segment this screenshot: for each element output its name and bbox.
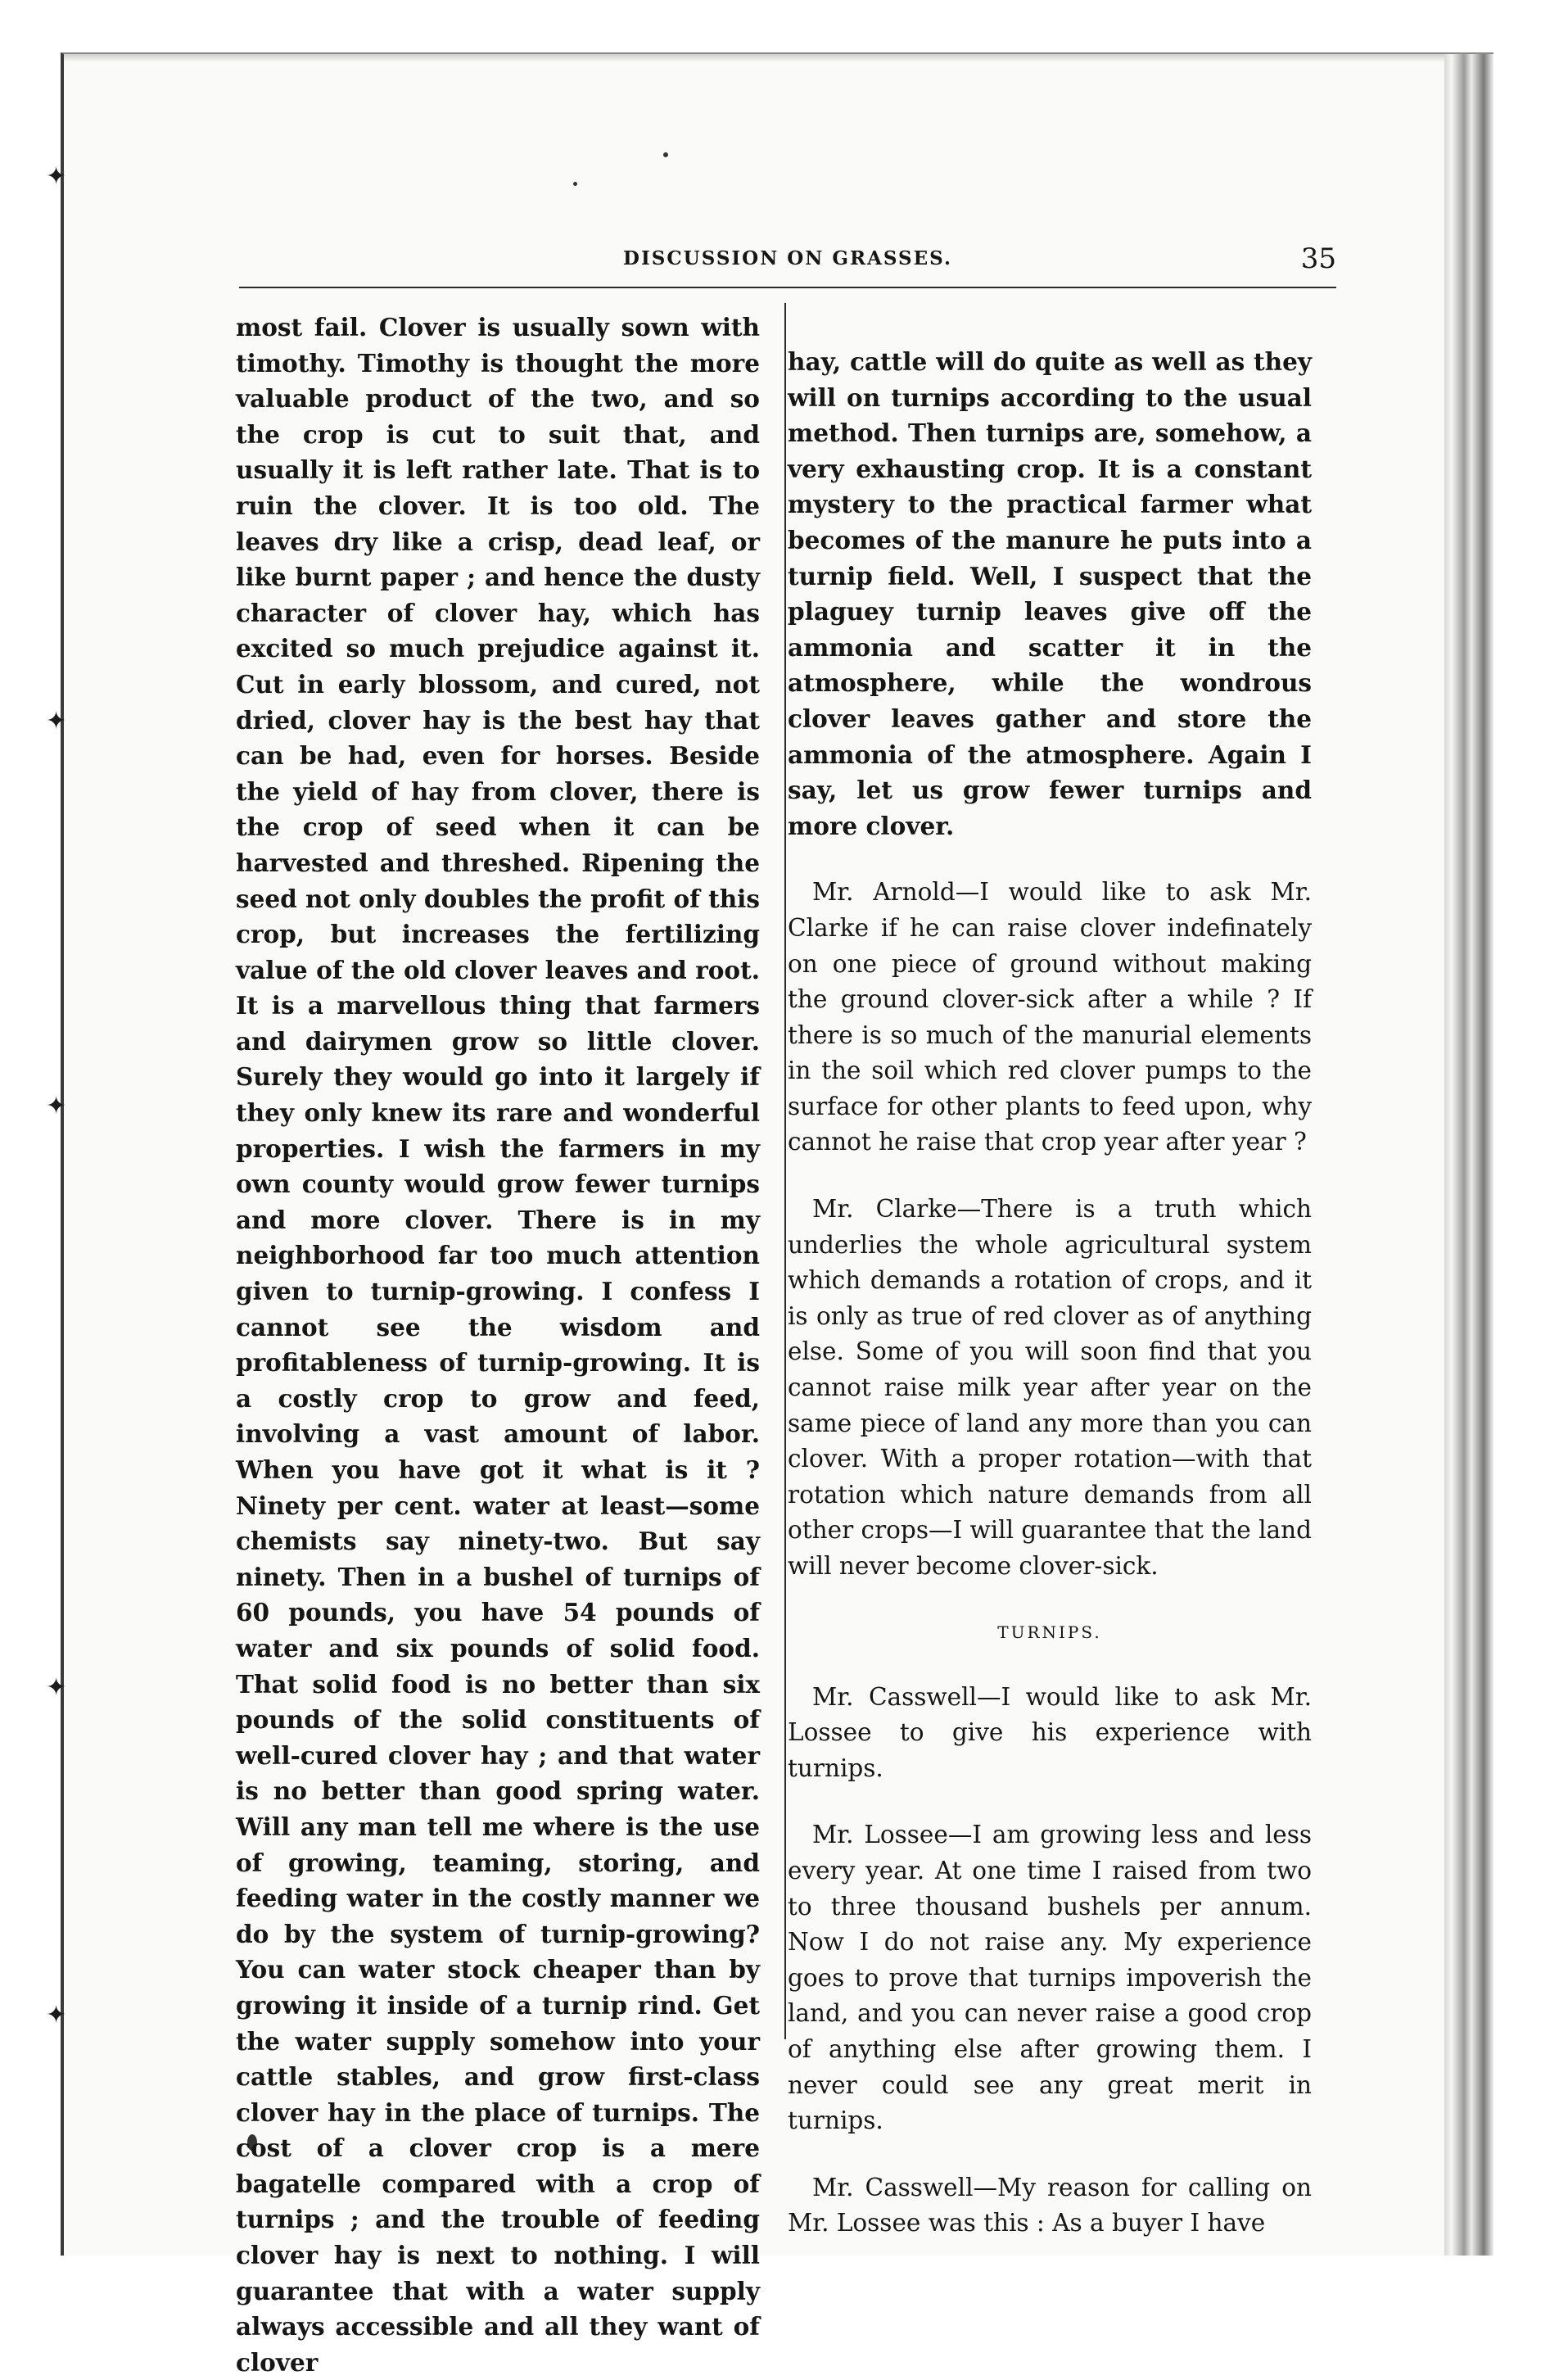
page-header	[239, 242, 1336, 288]
binding-mark: ✦	[46, 2001, 67, 2029]
paragraph-arnold: Mr. Arnold—I would like to ask Mr. Clarke if he can raise clover indefinately on one piece of ground without making the ground clover-sick after a while ? If there is so much of the manurial elements in the soil which red clover pumps to the surface for other plants to feed upon, why cannot he raise that crop year after year ?	[788, 878, 1312, 1156]
page-top-shadow	[64, 54, 1444, 62]
ink-speck	[663, 152, 668, 157]
paragraph-continuation: hay, cattle will do quite as well as they will on turnips according to the usual method. Then turnips are, somehow, a very exhausting crop. It is a constant mystery to the practical farmer what becomes of the manure he puts into a turnip field. Well, I suspect that the plaguey turnip leaves give off the ammonia and scatter it in the atmosphere, while the wondrous clover leaves gather and store the ammonia of the atmosphere. Again I say, let us grow fewer turnips and more clover.	[788, 347, 1312, 840]
binding-mark: ✦	[46, 1673, 67, 1702]
running-head: DISCUSSION ON GRASSES.	[623, 247, 952, 269]
column-divider	[784, 303, 786, 2039]
paragraph-casswell-question: Mr. Casswell—I would like to ask Mr. Lossee to give his experience with turnips.	[788, 1682, 1312, 1782]
binding-mark: ✦	[46, 707, 67, 735]
binding-mark: ✦	[46, 1092, 67, 1120]
page-fore-edge	[1444, 54, 1493, 2256]
page-number: 35	[1300, 242, 1336, 275]
left-column	[236, 310, 760, 2380]
binding-mark: ✦	[46, 162, 67, 191]
paragraph-clarke: Mr. Clarke—There is a truth which underlies the whole agricultural system which demands a rotation of crops, and it is only as true of red clover as of anything else. Some of you will soon find that you cannot raise milk year after year on the same piece of land any more than you can clover. With a proper rotation—with that rotation which nature demands from all other crops—I will guarantee that the land will never become clover-sick.	[788, 1195, 1312, 1580]
paragraph-text: most fail. Clover is usually sown with timothy. Timothy is thought the more valuable product of the two, and so the crop is cut to suit that, and usually it is left rather late. That is to ruin the clover. It is too old. The leaves dry like a crisp, dead leaf, or like burnt paper ; and hence the dusty character of clover hay, which has excited so much prejudice against it. Cut in early blossom, and cured, not dried, clover hay is the best hay that can be had, even for horses. Beside the yield of hay from clover, there is the crop of seed when it can be harvested and threshed. Ripening the seed not only doubles the profit of this crop, but increases the fertilizing value of the old clover leaves and root. It is a marvellous thing that farmers and dairymen grow so little clover. Surely they would go into it largely if they only knew its rare and wonderful properties. I wish the farmers in my own county would grow fewer turnips and more clover. There is in my neighborhood far too much attention given to turnip-growing. I confess I cannot see the wisdom and profitableness of turnip-growing. It is a costly crop to grow and feed, involving a vast amount of labor. When you have got it what is it ? Ninety per cent. water at least—some chemists say ninety-two. But say ninety. Then in a bushel of turnips of 60 pounds, you have 54 pounds of water and six pounds of solid food. That solid food is no better than six pounds of the solid constituents of well-cured clover hay ; and that water is no better than good spring water. Will any man tell me where is the use of growing, teaming, storing, and feeding water in the costly manner we do by the system of turnip-growing? You can water stock cheaper than by growing it inside of a turnip rind. Get the water supply somehow into your cattle stables, and grow first-class clover hay in the place of turnips. The cost of a clover crop is a mere bagatelle compared with a crop of turnips ; and the trouble of feeding clover hay is next to nothing. I will guarantee that with a water supply always accessible and all they want of clover	[236, 313, 760, 2377]
section-heading: TURNIPS.	[997, 1622, 1102, 1642]
paragraph-lossee: Mr. Lossee—I am growing less and less every year. At one time I raised from two to three thousand bushels per annum. Now I do not raise any. My experience goes to prove that turnips impoverish the land, and you can never raise a good crop of anything else after growing them. I never could see any great merit in turnips.	[788, 1821, 1312, 2135]
paragraph-casswell-reason: Mr. Casswell—My reason for calling on Mr. Lossee was this : As a buyer I have	[788, 2173, 1312, 2237]
right-column	[788, 344, 1312, 2273]
ink-speck	[573, 182, 577, 186]
